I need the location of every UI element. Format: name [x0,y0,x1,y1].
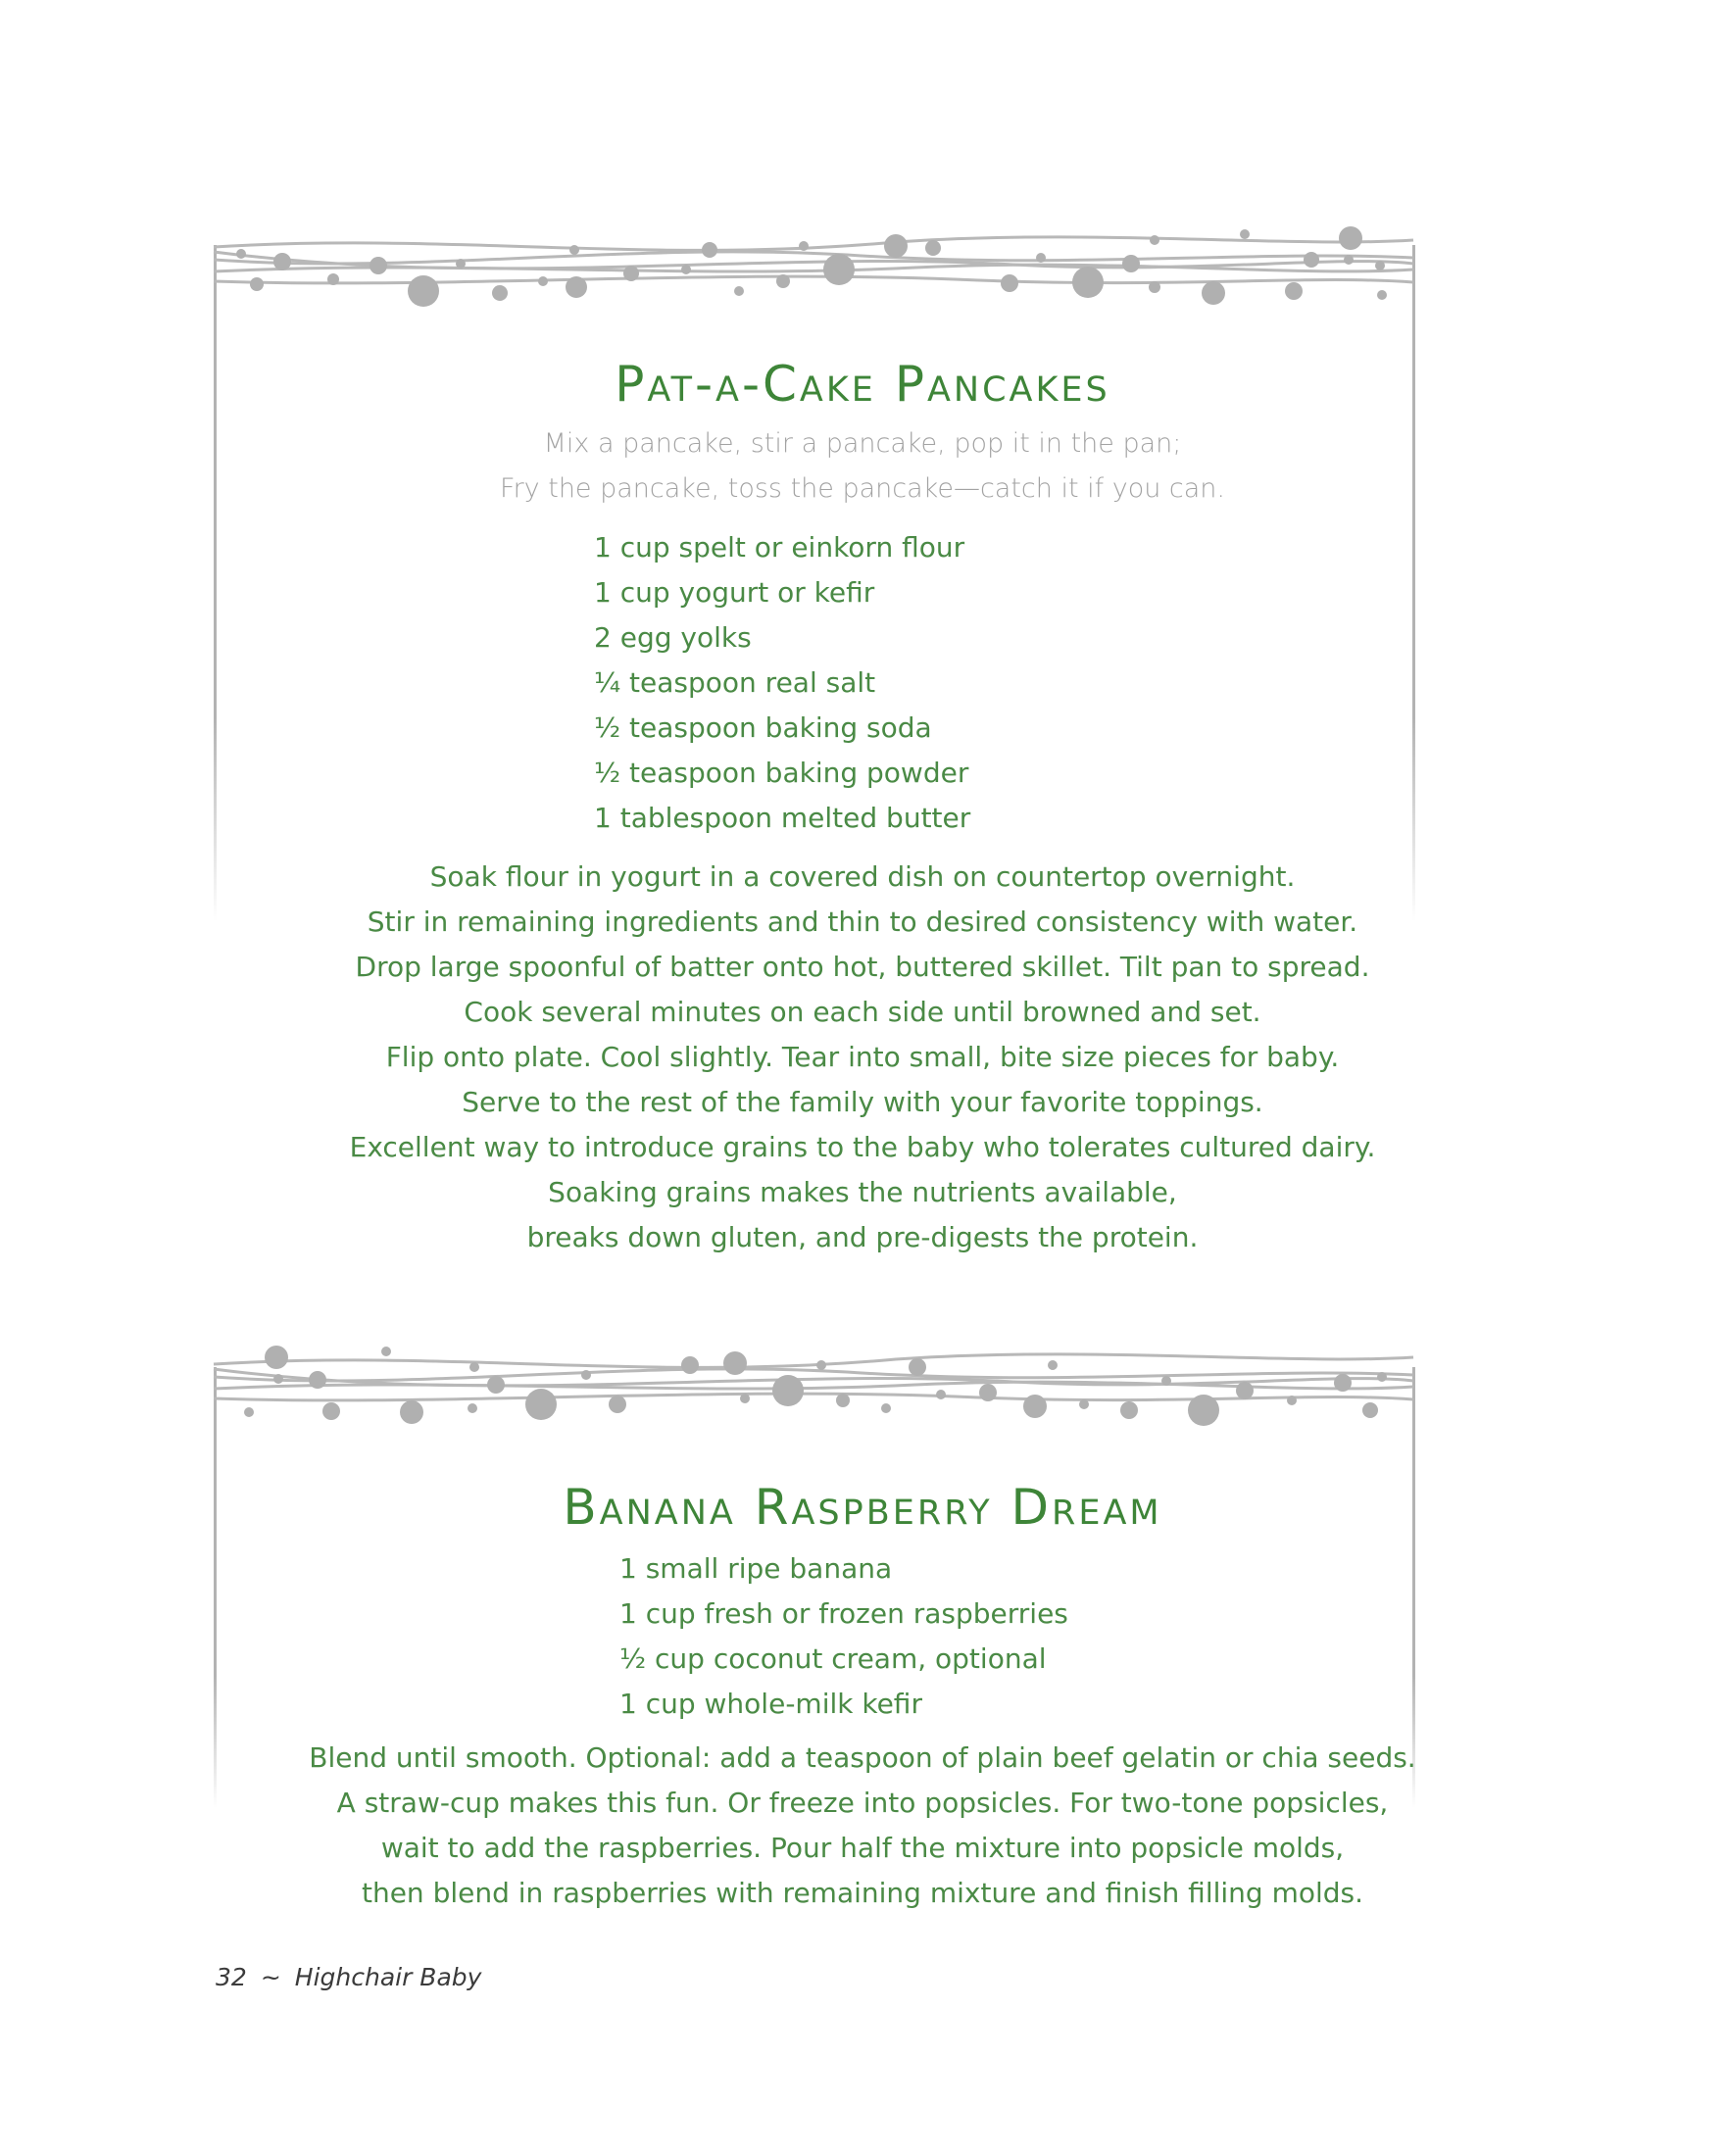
ingredient-item: ¼ teaspoon real salt [594,666,876,699]
ingredient-item: 1 cup yogurt or kefir [594,576,875,609]
verse-line: Mix a pancake, stir a pancake, pop it in the pan; [543,428,1182,459]
ingredient-item: 1 cup whole-milk kefir [619,1688,922,1720]
instruction-line: then blend in raspberries with remaining mixture and finish filling molds. [361,1877,1364,1909]
ingredient-item: ½ teaspoon baking powder [594,757,969,789]
instruction-line: Excellent way to introduce grains to the baby who tolerates cultured dairy. [349,1131,1376,1163]
instruction-line: Cook several minutes on each side until browned and set. [464,996,1261,1028]
instruction-line: Blend until smooth. Optional: add a teaspoon of plain beef gelatin or chia seeds. [309,1741,1416,1774]
ingredient-item: 1 tablespoon melted butter [594,802,971,834]
instruction-line: Soak flour in yogurt in a covered dish on countertop overnight. [429,860,1296,893]
ingredient-item: 2 egg yolks [594,621,752,654]
book-title: Highchair Baby [294,1963,482,1991]
nursery-rhyme-verse [0,421,1725,512]
ingredient-list [619,1546,1068,1727]
instruction-line: Stir in remaining ingredients and thin to desired consistency with water. [367,906,1358,938]
instruction-line: A straw-cup makes this fun. Or freeze into popsicles. For two-tone popsicles, [336,1787,1389,1819]
bead-garland-decoration [210,220,1417,309]
ingredient-item: 1 cup fresh or frozen raspberries [619,1597,1068,1630]
instruction-line: breaks down gluten, and pre-digests the protein. [526,1221,1199,1253]
page-footer [216,1963,481,1991]
verse-line: Fry the pancake, toss the pancake—catch it if you can. [500,473,1225,504]
instruction-line: Drop large spoonful of batter onto hot, buttered skillet. Tilt pan to spread. [355,951,1370,983]
footer-separator: ~ [260,1963,281,1991]
instruction-line: Flip onto plate. Cool slightly. Tear into small, bite size pieces for baby. [385,1041,1340,1073]
ingredient-list [594,525,970,841]
ingredient-item: 1 cup spelt or einkorn flour [594,531,965,564]
recipe-instructions [0,855,1725,1260]
recipe-title: Pat-a-Cake Pancakes [615,356,1110,413]
instruction-line: Serve to the rest of the family with your favorite toppings. [462,1086,1263,1118]
recipe-instructions [0,1736,1725,1916]
instruction-line: Soaking grains makes the nutrients available, [548,1176,1177,1208]
instruction-line: wait to add the raspberries. Pour half the mixture into popsicle molds, [380,1832,1345,1864]
recipe-title: Banana Raspberry Dream [563,1479,1162,1536]
ingredient-item: 1 small ripe banana [619,1552,893,1585]
bead-garland-decoration [210,1338,1417,1426]
ingredient-item: ½ teaspoon baking soda [594,711,932,744]
ingredient-item: ½ cup coconut cream, optional [619,1642,1047,1675]
page-number: 32 [216,1963,247,1991]
